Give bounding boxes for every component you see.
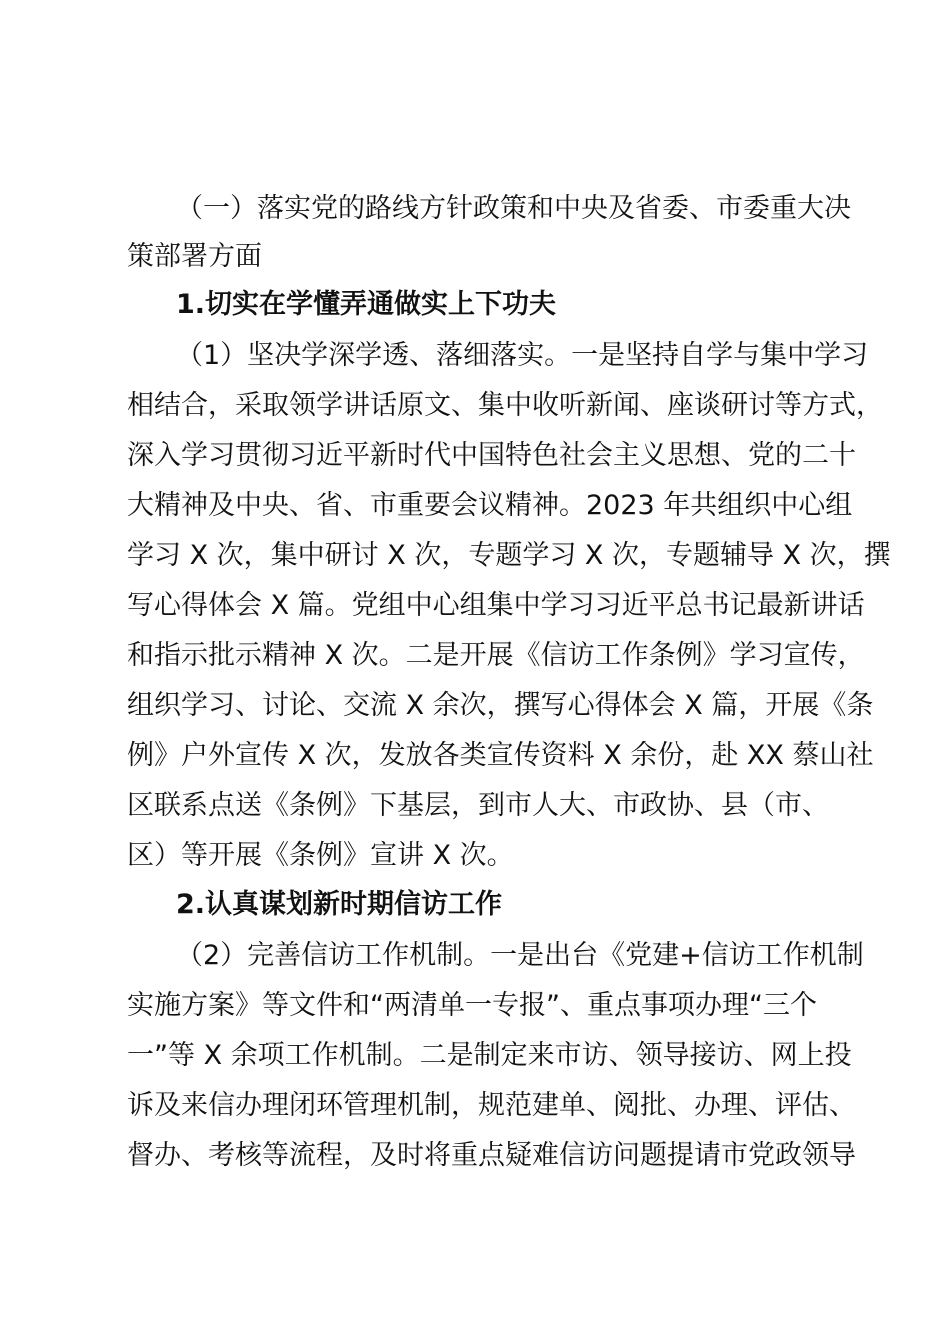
paragraph-1-line-5: 学习 X 次，集中研讨 X 次，专题学习 X 次，专题辅导 X 次，撰	[127, 540, 891, 571]
paragraph-1-line-7: 和指示批示精神 X 次。二是开展《信访工作条例》学习宣传，	[127, 640, 865, 671]
paragraph-1-line-8: 组织学习、讨论、交流 X 余次，撰写心得体会 X 篇，开展《条	[127, 690, 874, 721]
paragraph-2-line-3: 一”等 X 余项工作机制。二是制定来市访、领导接访、网上投	[127, 1040, 852, 1071]
paragraph-1-line-1: （1）坚决学深学透、落细落实。一是坚持自学与集中学习	[176, 340, 869, 371]
paragraph-1-line-11: 区）等开展《条例》宣讲 X 次。	[127, 840, 514, 871]
paragraph-2-line-1: （2）完善信访工作机制。一是出台《党建+信访工作机制	[176, 940, 864, 971]
paragraph-1-line-10: 区联系点送《条例》下基层，到市人大、市政协、县（市、	[127, 790, 829, 821]
paragraph-1-line-9: 例》户外宣传 X 次，发放各类宣传资料 X 余份，赴 XX 蔡山社	[127, 740, 874, 771]
paragraph-2-line-4: 诉及来信办理闭环管理机制，规范建单、阅批、办理、评估、	[127, 1090, 856, 1121]
subheading-2: 2.认真谋划新时期信访工作	[176, 889, 503, 920]
section-heading-line-1: （一）落实党的路线方针政策和中央及省委、市委重大决	[176, 193, 851, 224]
paragraph-1-line-4: 大精神及中央、省、市重要会议精神。2023 年共组织中心组	[127, 490, 853, 521]
paragraph-2-line-5: 督办、考核等流程，及时将重点疑难信访问题提请市党政领导	[127, 1140, 856, 1171]
section-heading-line-2: 策部署方面	[127, 241, 262, 272]
paragraph-1-line-3: 深入学习贯彻习近平新时代中国特色社会主义思想、党的二十	[127, 440, 856, 471]
paragraph-1-line-6: 写心得体会 X 篇。党组中心组集中学习习近平总书记最新讲话	[127, 590, 865, 621]
paragraph-1-line-2: 相结合，采取领学讲话原文、集中收听新闻、座谈研讨等方式，	[127, 390, 883, 421]
subheading-1: 1.切实在学懂弄通做实上下功夫	[176, 289, 557, 320]
paragraph-2-line-2: 实施方案》等文件和“两清单一专报”、重点事项办理“三个	[127, 990, 817, 1021]
